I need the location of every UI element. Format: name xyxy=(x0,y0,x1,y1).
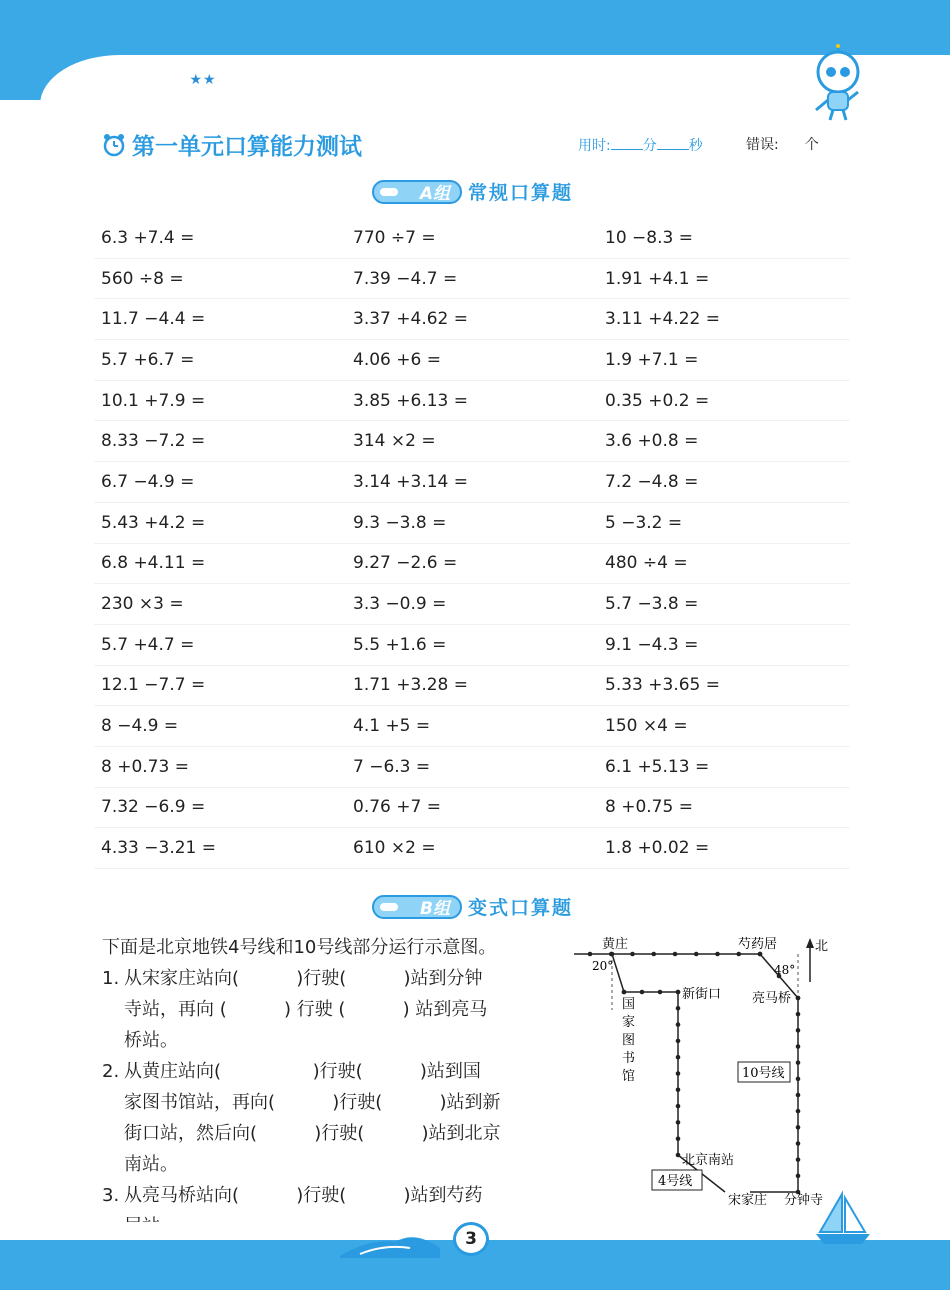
problem-item: 3.11 +4.22 = xyxy=(605,309,720,330)
group-b-header xyxy=(372,893,573,920)
subway-map xyxy=(570,930,840,1220)
station-dot xyxy=(676,1055,681,1060)
group-b-title: 变式口算题 xyxy=(468,897,574,919)
problem-item: 7.39 −4.7 = xyxy=(353,268,458,289)
problem-item: 5.33 +3.65 = xyxy=(605,675,720,696)
question-number: 1. xyxy=(102,968,120,989)
problem-item: 4.06 +6 = xyxy=(353,349,441,370)
problem-item: 0.35 +0.2 = xyxy=(605,390,710,411)
minute-blank xyxy=(611,137,643,150)
north-arrow-head xyxy=(806,938,814,948)
problem-item: 5 −3.2 = xyxy=(605,512,683,533)
problem-item: 4.1 +5 = xyxy=(353,716,431,737)
station-dot xyxy=(796,1157,801,1162)
question-line: 从黄庄站向( )行驶( )站到国 xyxy=(124,1061,481,1082)
errors-field xyxy=(746,134,819,154)
problem-item: 8 −4.9 = xyxy=(101,716,179,737)
problem-item: 9.1 −4.3 = xyxy=(605,634,699,655)
line10-label: 10号线 xyxy=(742,1066,785,1081)
library-char: 图 xyxy=(622,1033,636,1048)
alarm-clock-icon xyxy=(102,133,126,157)
problem-row xyxy=(94,218,850,259)
problem-item: 3.6 +0.8 = xyxy=(605,431,699,452)
problem-row xyxy=(94,421,850,462)
question-number: 2. xyxy=(102,1061,120,1082)
problem-row xyxy=(94,828,850,869)
page-title: 第一单元口算能力测试 xyxy=(132,134,362,160)
problem-item: 3.85 +6.13 = xyxy=(353,390,468,411)
problem-item: 1.71 +3.28 = xyxy=(353,675,468,696)
question-line: 寺站，再向 ( ) 行驶 ( ) 站到亮马 xyxy=(124,999,488,1020)
group-b-questions xyxy=(102,932,572,1242)
problem-row xyxy=(94,340,850,381)
north-label: 北 xyxy=(815,939,829,954)
station-shaoyaoju: 芍药居 xyxy=(738,937,778,952)
wave-icon xyxy=(340,1228,440,1258)
problem-item: 6.7 −4.9 = xyxy=(101,471,195,492)
problem-item: 230 ×3 = xyxy=(101,594,184,615)
station-dot xyxy=(796,1077,801,1082)
station-dot xyxy=(676,1104,681,1109)
problem-row xyxy=(94,747,850,788)
test-title-row xyxy=(102,128,362,161)
problem-item: 6.8 +4.11 = xyxy=(101,553,206,574)
unit-label: 第一单元 方向与路线 xyxy=(615,79,773,98)
problem-item: 11.7 −4.4 = xyxy=(101,309,206,330)
problem-item: 3.37 +4.62 = xyxy=(353,309,468,330)
station-dot xyxy=(796,1012,801,1017)
problem-item: 7.2 −4.8 = xyxy=(605,471,699,492)
problem-row xyxy=(94,503,850,544)
page-number: 3 xyxy=(453,1222,489,1256)
errors-unit: 个 xyxy=(804,137,819,153)
question-line: 南站。 xyxy=(124,1154,178,1175)
line4-diagonal xyxy=(612,954,624,992)
problem-item: 1.91 +4.1 = xyxy=(605,268,710,289)
station-huangzhuang: 黄庄 xyxy=(602,937,629,952)
station-dot xyxy=(796,1109,801,1114)
station-dot xyxy=(796,1125,801,1130)
problem-item: 7.32 −6.9 = xyxy=(101,797,206,818)
library-char: 国 xyxy=(622,997,636,1012)
problem-item: 1.9 +7.1 = xyxy=(605,349,699,370)
difficulty-label: 难易等级: xyxy=(95,78,157,94)
problem-item: 1.8 +0.02 = xyxy=(605,838,710,859)
station-dot xyxy=(676,1039,681,1044)
station-dot xyxy=(640,990,645,995)
problem-row xyxy=(94,462,850,503)
library-char: 家 xyxy=(622,1015,636,1030)
station-dot xyxy=(715,952,720,957)
station-dot xyxy=(651,952,656,957)
second-label: 秒 xyxy=(688,138,703,154)
station-dot xyxy=(658,990,663,995)
problem-item: 10 −8.3 = xyxy=(605,227,693,248)
station-dot xyxy=(694,952,699,957)
station-dot xyxy=(796,1174,801,1179)
question-line: 街口站，然后向( )行驶( )站到北京 xyxy=(124,1123,501,1144)
station-dot xyxy=(796,1093,801,1098)
question-number: 3. xyxy=(102,1185,120,1206)
problem-item: 6.3 +7.4 = xyxy=(101,227,195,248)
group-a-title: 常规口算题 xyxy=(468,182,574,204)
station-xinjiekou: 新街口 xyxy=(682,987,722,1002)
group-a-badge: A组 xyxy=(372,180,462,204)
station-dot xyxy=(796,1028,801,1033)
problem-item: 5.7 +4.7 = xyxy=(101,634,195,655)
station-dot xyxy=(796,996,801,1001)
problem-item: 560 ÷8 = xyxy=(101,268,184,289)
station-dot xyxy=(588,952,593,957)
problem-row xyxy=(94,544,850,585)
problem-item: 5.7 +6.7 = xyxy=(101,349,195,370)
intro-text: 下面是北京地铁4号线和10号线部分运行示意图。 xyxy=(102,937,497,958)
difficulty-stars: ★★ xyxy=(189,72,217,88)
problem-row xyxy=(94,666,850,707)
question-2 xyxy=(102,1056,572,1087)
sailboat-icon xyxy=(810,1190,875,1250)
question-1 xyxy=(102,963,572,994)
problem-row xyxy=(94,381,850,422)
errors-label: 错误: xyxy=(746,137,779,153)
station-dot xyxy=(796,1044,801,1049)
problem-item: 4.33 −3.21 = xyxy=(101,838,216,859)
station-dot xyxy=(676,1022,681,1027)
problem-item: 3.14 +3.14 = xyxy=(353,471,468,492)
station-dot xyxy=(676,1153,681,1158)
mascot-robot-icon xyxy=(800,44,870,124)
problem-item: 8.33 −7.2 = xyxy=(101,431,206,452)
problem-item: 8 +0.75 = xyxy=(605,797,693,818)
station-dot xyxy=(610,952,615,957)
station-liangmaqiao: 亮马桥 xyxy=(752,991,792,1006)
station-dot xyxy=(676,1120,681,1125)
station-dot xyxy=(676,1136,681,1141)
question-line: 桥站。 xyxy=(124,1030,178,1051)
problem-item: 5.43 +4.2 = xyxy=(101,512,206,533)
problem-item: 3.3 −0.9 = xyxy=(353,594,447,615)
problem-item: 7 −6.3 = xyxy=(353,756,431,777)
problem-item: 9.27 −2.6 = xyxy=(353,553,458,574)
question-3 xyxy=(102,1180,572,1211)
problem-item: 12.1 −7.7 = xyxy=(101,675,206,696)
problem-item: 5.5 +1.6 = xyxy=(353,634,447,655)
minute-label: 分 xyxy=(642,138,657,154)
angle-20: 20° xyxy=(592,959,614,973)
group-b-badge: B组 xyxy=(372,895,462,919)
station-beijingnan: 北京南站 xyxy=(682,1153,735,1168)
problem-item: 770 ÷7 = xyxy=(353,227,436,248)
problem-item: 9.3 −3.8 = xyxy=(353,512,447,533)
problem-item: 5.7 −3.8 = xyxy=(605,594,699,615)
problem-item: 150 ×4 = xyxy=(605,716,688,737)
problem-grid xyxy=(94,218,850,869)
question-line: 家图书馆站，再向( )行驶( )站到新 xyxy=(124,1092,501,1113)
station-dot xyxy=(736,952,741,957)
question-line: 从宋家庄站向( )行驶( )站到分钟 xyxy=(124,968,483,989)
station-dot xyxy=(758,952,763,957)
problem-row xyxy=(94,259,850,300)
station-dot xyxy=(673,952,678,957)
station-dot xyxy=(676,1006,681,1011)
time-label: 用时: xyxy=(578,138,611,154)
station-dot xyxy=(796,1060,801,1065)
station-dot xyxy=(676,1088,681,1093)
problem-row xyxy=(94,625,850,666)
problem-item: 314 ×2 = xyxy=(353,431,436,452)
station-songjiazhuang: 宋家庄 xyxy=(728,1193,768,1208)
problem-item: 8 +0.73 = xyxy=(101,756,189,777)
library-char: 馆 xyxy=(622,1069,636,1084)
problem-row xyxy=(94,299,850,340)
library-char: 书 xyxy=(622,1051,636,1066)
problem-item: 0.76 +7 = xyxy=(353,797,441,818)
group-a-header xyxy=(372,178,573,205)
time-used-field xyxy=(578,135,703,155)
question-line: 从亮马桥站向( )行驶( )站到芍药 xyxy=(124,1185,483,1206)
station-dot xyxy=(676,1071,681,1076)
station-fenzhongsi: 分钟寺 xyxy=(784,1193,824,1208)
angle-48: 48° xyxy=(774,963,796,977)
problem-row xyxy=(94,584,850,625)
station-dot xyxy=(796,1141,801,1146)
station-dot xyxy=(630,952,635,957)
station-dot xyxy=(622,990,627,995)
problem-item: 10.1 +7.9 = xyxy=(101,390,206,411)
problem-item: 480 ÷4 = xyxy=(605,553,688,574)
problem-item: 610 ×2 = xyxy=(353,838,436,859)
second-blank xyxy=(657,137,689,150)
line4-label: 4号线 xyxy=(658,1174,693,1189)
problem-item: 6.1 +5.13 = xyxy=(605,756,710,777)
station-dot xyxy=(676,990,681,995)
problem-row xyxy=(94,788,850,829)
problem-row xyxy=(94,706,850,747)
difficulty-cloud xyxy=(172,66,234,94)
